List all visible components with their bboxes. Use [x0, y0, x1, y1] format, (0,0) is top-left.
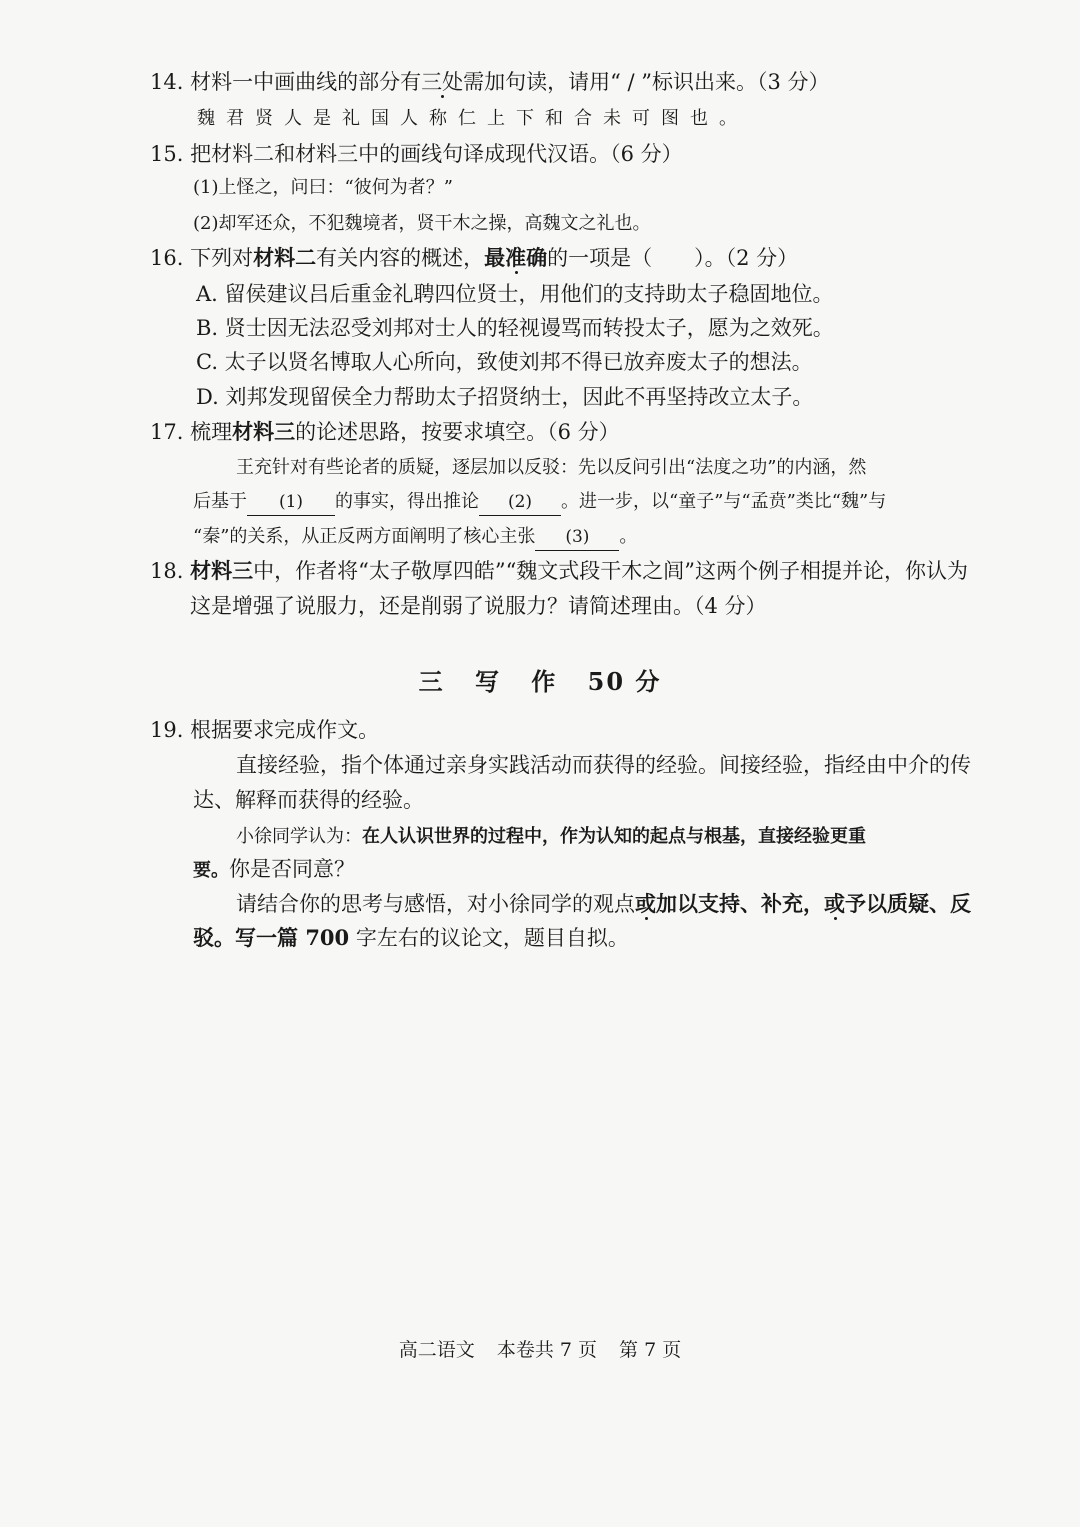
- q16-number: 16.: [150, 246, 184, 270]
- section-title: 三 写 作 50 分: [418, 667, 662, 696]
- q19-paragraph-3-line-2: 驳。写一篇 700 字左右的议论文，题目自拟。: [193, 925, 629, 950]
- q19-paragraph-1-line-2: 达、解释而获得的经验。: [193, 788, 424, 812]
- q17-line-2: 后基于 (1) 的事实，得出推论 (2) 。进一步，以“童子”与“孟贲”类比“魏”与: [193, 486, 886, 518]
- q19-number: 19.: [150, 718, 184, 742]
- q17-blank-2: (2): [479, 489, 561, 516]
- q15-item-1: (1)上怪之，问曰：“彼何为者？”: [193, 177, 453, 198]
- q17-prompt: 17. 梳理材料三的论述思路，按要求填空。（6 分）: [150, 419, 620, 444]
- footer-subject: 高二语文: [398, 1339, 475, 1361]
- q18-line-1: 18. 材料三中，作者将“太子敬厚四皓”“魏文式段干木之闾”这两个例子相提并论，你认为: [150, 558, 969, 583]
- q17-blank-3: (3): [535, 524, 619, 551]
- q17-number: 17.: [150, 420, 184, 444]
- q16-prompt: 16. 下列对材料二有关内容的概述，最准确的一项是（ ）。（2 分）: [150, 245, 799, 270]
- q17-line-3: “秦”的关系，从正反两方面阐明了核心主张 (3) 。: [193, 521, 637, 553]
- q16-option-c: C. 太子以贤名博取人心所向，致使刘邦不得已放弃废太子的想法。: [196, 350, 813, 374]
- q15-prompt: 15. 把材料二和材料三中的画线句译成现代汉语。（6 分）: [150, 142, 683, 166]
- q18-line-2: 这是增强了说服力，还是削弱了说服力？请简述理由。（4 分）: [190, 594, 767, 618]
- q16-option-d: D. 刘邦发现留侯全力帮助太子招贤纳士，因此不再坚持改立太子。: [196, 385, 814, 409]
- footer-total-pages: 本卷共 7 页: [496, 1339, 597, 1361]
- page-footer: [0, 1335, 1080, 1362]
- q19-paragraph-2-line-1: 小徐同学认为：在人认识世界的过程中，作为认知的起点与根基，直接经验更重: [236, 826, 866, 847]
- q16-option-a: A. 留侯建议吕后重金礼聘四位贤士，用他们的支持助太子稳固地位。: [196, 282, 834, 306]
- q17-line-1: 王充针对有些论者的质疑，逐层加以反驳：先以反问引出“法度之功”的内涵，然: [236, 457, 867, 478]
- q14-passage: 魏君贤人是礼国人称仁上下和合未可图也。: [197, 108, 748, 129]
- q19-paragraph-1-line-1: 直接经验，指个体通过亲身实践活动而获得的经验。间接经验，指经由中介的传: [236, 753, 971, 777]
- q15-number: 15.: [150, 142, 184, 166]
- q19-prompt: 19. 根据要求完成作文。: [150, 718, 380, 742]
- q17-blank-1: (1): [247, 489, 335, 516]
- q19-paragraph-2-line-2: 要。你是否同意？: [193, 857, 355, 881]
- q14-number: 14.: [150, 70, 184, 94]
- footer-page-number: 第 7 页: [619, 1339, 682, 1361]
- q15-item-2: (2)却军还众，不犯魏境者，贤干木之操，高魏文之礼也。: [193, 213, 651, 234]
- q19-paragraph-3-line-1: 请结合你的思考与感悟，对小徐同学的观点或加以支持、补充，或予以质疑、反: [236, 891, 971, 916]
- q16-option-b: B. 贤士因无法忍受刘邦对士人的轻视谩骂而转投太子，愿为之效死。: [196, 316, 834, 340]
- q18-number: 18.: [150, 559, 184, 583]
- q14-prompt: 14. 材料一中画曲线的部分有三处需加句读，请用“ / ”标识出来。（3 分）: [150, 70, 830, 94]
